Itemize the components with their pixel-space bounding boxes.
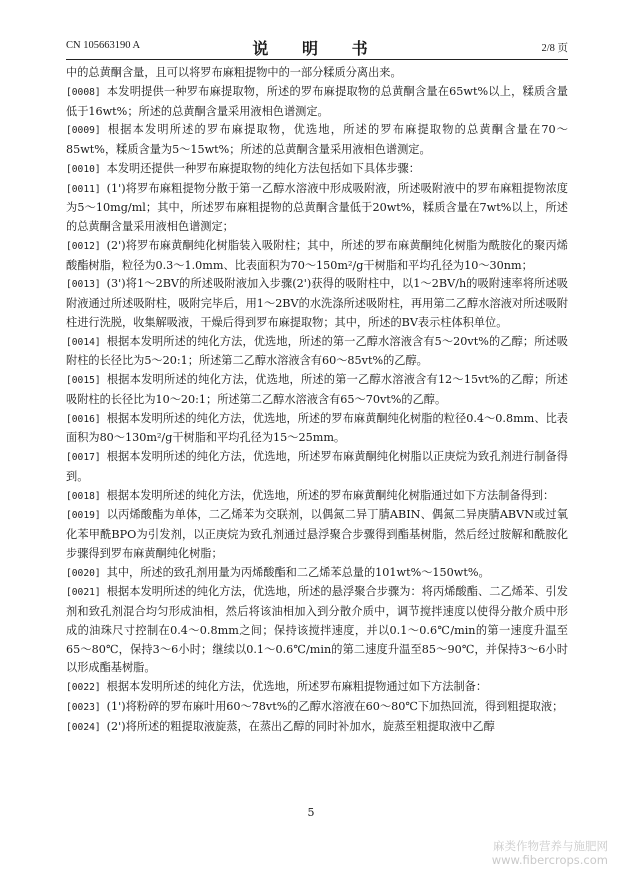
patent-number: CN 105663190 A [66,40,141,51]
watermark-site-name: 麻类作物营养与施肥网 [493,839,608,853]
page-indicator: 2/8 页 [541,43,568,54]
paragraph-0024: [0024] (2')将所述的粗提取液旋蒸，在蒸出乙醇的同时补加水，旋蒸至粗提取液中乙醇 [66,719,495,733]
paragraph-0013: [0013] (3')将1～2BV的所述吸附液加入步骤(2')获得的吸附柱中，以1～2BV/h的吸附速率将所述吸附液通过所述吸附柱，吸附完毕后，用1～2BV的水洗涤所述吸附柱，再用第二乙醇水溶液对所述吸附柱进行洗脱，收集解吸液，干燥后得到罗布麻提取物；其中，所述的BV表示柱体积单位。 [66,277,568,329]
paragraph-number: [0008] [66,86,101,98]
paragraph-number: [0013] [66,279,101,291]
paragraph-number: [0018] [66,490,101,502]
watermark-url: www.fibercrops.com [491,853,608,867]
header-rule [66,59,568,60]
paragraph-0020: [0020] 其中，所述的致孔剂用量为丙烯酸酯和二乙烯苯总量的101wt%～150wt%。 [66,565,490,579]
paragraph-number: [0024] [66,721,101,733]
document-body [66,64,568,737]
page-number: 5 [307,806,315,819]
paragraph-number: [0016] [66,413,101,425]
paragraph-number: [0015] [66,375,101,386]
paragraph-0016: [0016] 根据本发明所述的纯化方法，优选地，所述的罗布麻黄酮纯化树脂的粒径0.4～0.8mm、比表面积为80～130m²/g干树脂和平均孔径为15～25mm。 [66,411,568,445]
paragraph-0018: [0018] 根据本发明所述的纯化方法，优选地，所述的罗布麻黄酮纯化树脂通过如下方法制备得到： [66,488,555,502]
paragraph-0021: [0021] 根据本发明所述的纯化方法，优选地，所述的悬浮聚合步骤为：将丙烯酸酯、二乙烯苯、引发剂和致孔剂混合均匀形成油相，然后将该油相加入到分散介质中，调节搅拌速度以使得分散介质中形成的油珠尺寸控制在0.4～0.8mm之间；保持该搅拌速度，并以0.1～0.6℃/min的第一速度升温至65～80℃，保持3～6小时；继续以0.1～0.6℃/min的第二速度升温至85～90℃，并保持3～6小时以形成酯基树脂。 [66,585,568,675]
paragraph-0012: [0012] (2')将罗布麻黄酮纯化树脂装入吸附柱；其中，所述的罗布麻黄酮纯化树脂为酰胺化的聚丙烯酸酯树脂，粒径为0.3～1.0mm、比表面积为70～150m²/g干树脂和平均孔径为10～30nm； [66,238,568,272]
paragraph-0017: [0017] 根据本发明所述的纯化方法，优选地，所述罗布麻黄酮纯化树脂以正庚烷为致孔剂进行制备得到。 [66,450,568,483]
paragraph-number: [0014] [66,336,101,348]
paragraph-0015: [0015] 根据本发明所述的纯化方法，优选地，所述的第一乙醇水溶液含有12～15vt%的乙醇；所述吸附柱的长径比为10～20:1；所述第二乙醇水溶液含有65～70vt%的乙醇。 [66,373,568,406]
paragraph-number: [0011] [66,183,101,195]
paragraph-number: [0019] [66,510,101,522]
page-header [66,36,568,58]
paragraph-0010: [0010] 本发明还提供一种罗布麻提取物的纯化方法包括如下具体步骤： [66,161,420,175]
paragraph-number: [0021] [66,587,101,599]
watermark [492,839,608,867]
paragraph-0019: [0019] 以丙烯酸酯为单体，二乙烯苯为交联剂，以偶氮二异丁腈ABIN、偶氮二异庚腈ABVN或过氧化苯甲酰BPO为引发剂，以正庚烷为致孔剂通过悬浮聚合步骤得到酯基树脂，然后经过胺解和酰胺化步骤得到罗布麻黄酮纯化树脂； [66,508,568,560]
paragraph-0011: [0011] (1')将罗布麻粗提物分散于第一乙醇水溶液中形成吸附液，所述吸附液中的罗布麻粗提物浓度为5～10mg/ml；其中，所述罗布麻粗提物的总黄酮含量低于20wt%，糅质含量在7wt%以上，所述的总黄酮含量采用液相色谱测定； [66,181,568,233]
paragraph-0022: [0022] 根据本发明所述的纯化方法，优选地，所述罗布麻粗提物通过如下方法制备： [66,680,488,693]
paragraph-number: [0012] [66,240,101,252]
paragraph-0009: [0009] 根据本发明所述的罗布麻提取物，优选地，所述的罗布麻提取物的总黄酮含量在70～85wt%，糅质含量为5～15wt%；所述的总黄酮含量采用液相色谱测定。 [66,123,568,156]
paragraph-number: [0017] [66,452,101,463]
paragraph-number: [0023] [66,701,101,713]
paragraph-number: [0020] [66,567,101,579]
paragraph-number: [0022] [66,682,101,693]
paragraph-0014: [0014] 根据本发明所述的纯化方法，优选地，所述的第一乙醇水溶液含有5～20vt%的乙醇；所述吸附柱的长径比为5～20:1；所述第二乙醇水溶液含有60～85vt%的乙醇。 [66,334,568,368]
paragraph-0023: [0023] (1')将粉碎的罗布麻叶用60～78vt%的乙醇水溶液在60～80℃下加热回流，得到粗提取液； [66,699,564,713]
paragraph-number: [0010] [66,163,101,175]
paragraph-0008: [0008] 本发明提供一种罗布麻提取物，所述的罗布麻提取物的总黄酮含量在65wt%以上，糅质含量低于16wt%；所述的总黄酮含量采用液相色谱测定。 [66,84,568,118]
paragraph-continuation: 中的总黄酮含量，且可以将罗布麻粗提物中的一部分糅质分离出来。 [66,66,402,79]
paragraph-number: [0009] [66,125,101,137]
page-title: 说 明 书 [252,39,382,58]
